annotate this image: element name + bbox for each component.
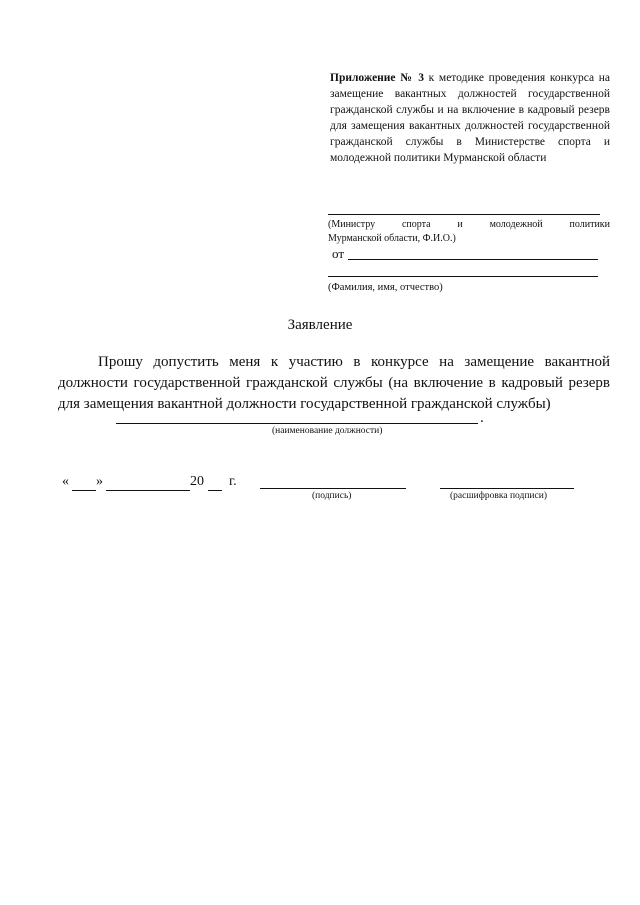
application-body: Прошу допустить меня к участию в конкурсе на замещение вакантной должности государственной гражданской службы (на включение в кадровый резерв для замещения вакантной должности государственной гражданской службы) xyxy=(58,354,610,412)
signature-input-line[interactable] xyxy=(260,488,406,489)
position-input-line[interactable] xyxy=(116,423,478,424)
paragraph-end: . xyxy=(480,410,484,426)
year-suffix: г. xyxy=(229,474,237,489)
date-quote-close: » xyxy=(96,474,103,489)
annex-header xyxy=(330,70,610,166)
application-text xyxy=(58,352,610,415)
from-input-line[interactable] xyxy=(348,259,598,260)
year-input-line[interactable] xyxy=(208,490,222,491)
signature-decode-input-line[interactable] xyxy=(440,488,574,489)
signature-decode-caption: (расшифровка подписи) xyxy=(450,491,547,501)
addressee-line2: Мурманской области, Ф.И.О.) xyxy=(328,233,456,244)
year-prefix: 20 xyxy=(190,474,204,489)
fio-caption: (Фамилия, имя, отчество) xyxy=(328,282,443,293)
position-caption: (наименование должности) xyxy=(272,426,383,436)
date-quote-open: « xyxy=(62,474,69,489)
day-input-line[interactable] xyxy=(72,490,96,491)
addressee-top-line xyxy=(328,214,600,215)
annex-text: к методике проведения конкурса на замещение вакантных должностей государственной гражданской службы и на включение в кадровый резерв для замещения вакантных должностей государственной гражданской службы в Министерстве спорта и молодежной политики Мурманской области xyxy=(330,72,610,164)
addressee-line1: (Министру спорта и молодежной политики xyxy=(328,219,610,230)
month-input-line[interactable] xyxy=(106,490,190,491)
document-title: Заявление xyxy=(287,317,353,333)
from-second-line[interactable] xyxy=(328,276,598,277)
annex-number: Приложение № 3 xyxy=(330,72,424,84)
signature-caption: (подпись) xyxy=(312,491,352,501)
from-label: от xyxy=(332,246,345,261)
